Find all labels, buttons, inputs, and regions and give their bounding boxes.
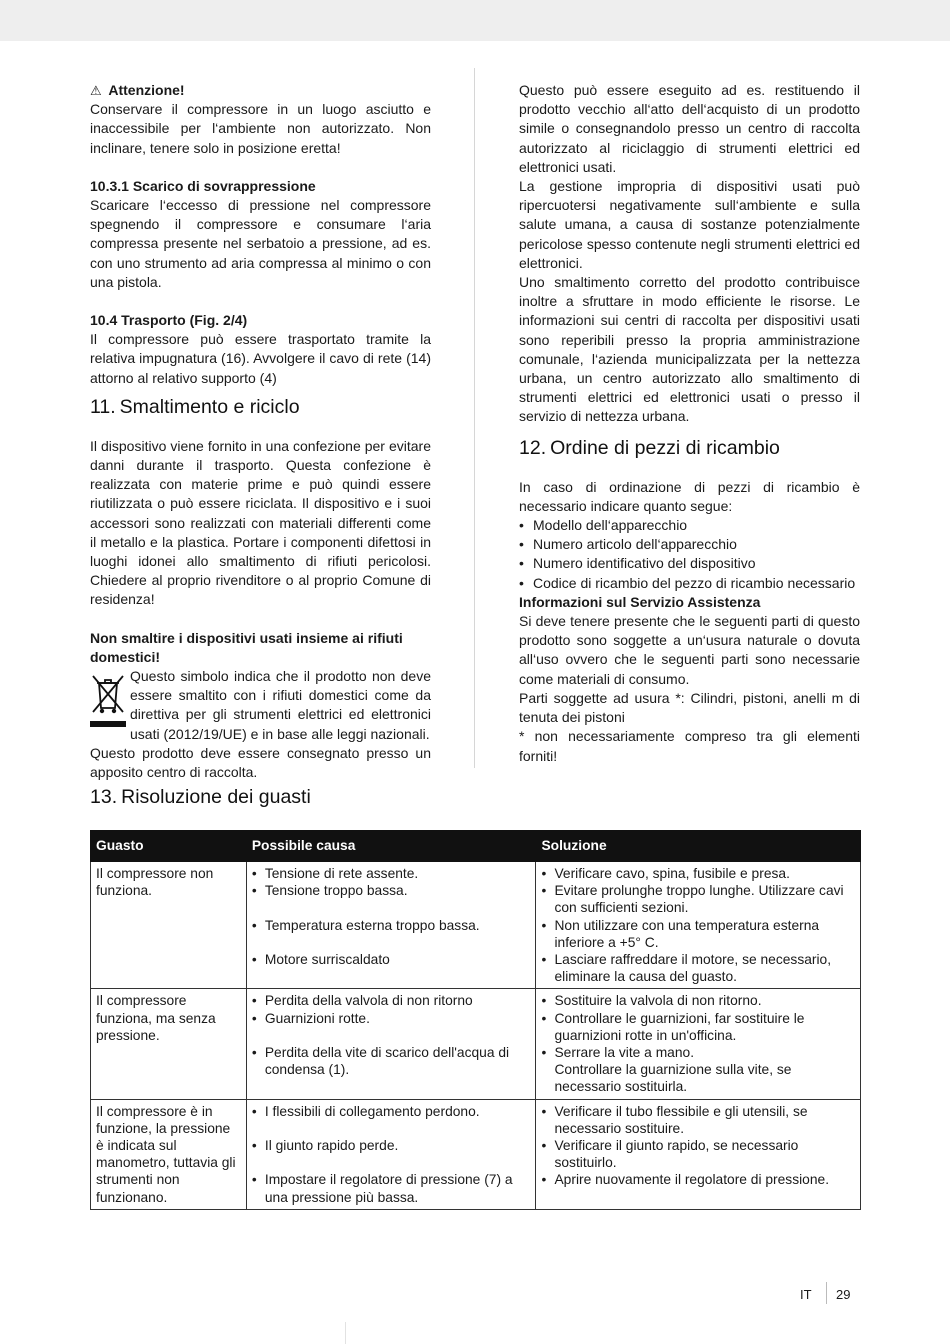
cause-cell [246,989,536,1099]
list-item: • Serrare la vite a mano. Controllare la guarnizione sulla vite, se necessario sostituirla. [541,1044,855,1096]
table-row [91,1099,861,1209]
section-12-heading [519,436,860,460]
list-item: • Guarnizioni rotte. [252,1010,531,1027]
section-10-4-title: 10.4 Trasporto (Fig. 2/4) [90,312,248,329]
fault-cell: Il compressore è in funzione, la pressione è indicata sul manometro, tuttavia gli strumenti non funzionano. [91,1099,247,1209]
list-item: • Impostare il regolatore di pressione (7) a una pressione più bassa. [252,1171,531,1205]
solution-cell [536,989,861,1099]
footer-separator [826,1282,827,1304]
service-text: Si deve tenere presente che le seguenti parti di questo prodotto sono soggette a un‘usura naturale o dovuta all‘uso ovvero che le seguenti parti sono necessarie come materiali di consumo. [519,613,860,687]
weee-text: Questo simbolo indica che il prodotto non deve essere smaltito con i rifiuti domestici come da direttiva per gli strumenti elettrici ed elettronici usati (2012/19/UE) e in base alle leggi nazionali. [130,668,431,742]
section-12-text: In caso di ordinazione di pezzi di ricambio è necessario indicare quanto segue: [519,478,860,514]
warning-heading [90,81,431,100]
list-item: • Aprire nuovamente il regolatore di pressione. [541,1171,855,1188]
fault-cell: Il compressore non funziona. [91,862,247,989]
list-item: • Verificare cavo, spina, fusibile e presa. [541,865,855,882]
warning-icon: ⚠ [90,83,102,98]
table-row [91,989,861,1099]
disposal-paragraph-3: Uno smaltimento corretto del prodotto contribuisce inoltre a sfruttare in modo efficiente le risorse. Le informazioni sui centri di raccolta per dispositivi usati sono reperibili presso la propria amministrazione comunale, l‘azienda municipalizzata per la nettezza urbana, un centro autorizzato allo smaltimento di strumenti elettrici ed elettronici usati o presso il servizio di nettezza urbana. [519,274,860,425]
column-header-cause: Possibile causa [246,831,536,862]
list-item: • Verificare il tubo flessibile e gli utensili, se necessario sostituire. [541,1103,855,1137]
solution-cell [536,1099,861,1209]
section-10-3-1-title: 10.3.1 Scarico di sovrappressione [90,177,316,194]
section-13-number: 13. [90,786,118,808]
warning-text: Conservare il compressore in un luogo asciutto e inaccessibile per l‘ambiente non autorizzato. Non inclinare, tenere solo in posizione eretta! [90,101,431,156]
list-item: • Il giunto rapido perde. [252,1137,531,1154]
page-footer [0,1282,950,1304]
list-item: • Numero articolo dell‘apparecchio [519,535,860,554]
section-11-number: 11. [90,395,116,418]
weee-block [90,667,431,744]
disposal-paragraph-1: Questo può essere eseguito ad es. restituendo il prodotto vecchio all‘atto dell‘acquisto di un prodotto simile o consegnandolo presso un centro di raccolta autorizzato al riciclaggio di strumenti elettrici ed elettronici usati. [519,82,860,175]
footnote-text: * non necessariamente compreso tra gli elementi forniti! [519,728,860,764]
list-item: • Sostituire la valvola di non ritorno. [541,992,855,1009]
section-12-title: Ordine di pezzi di ricambio [550,436,780,459]
list-item: • Perdita della valvola di non ritorno [252,992,531,1009]
table-row [91,862,861,989]
fault-cell: Il compressore funziona, ma senza pressione. [91,989,247,1099]
solution-cell [536,862,861,989]
list-item: • Numero identificativo del dispositivo [519,554,860,573]
right-column [519,81,860,766]
column-header-solution: Soluzione [536,831,861,862]
table-header-row [91,831,861,862]
section-13-title: Risoluzione dei guasti [121,786,311,808]
disposal-paragraph-2: La gestione impropria di dispositivi usati può ripercuotersi negativamente sull‘ambiente e sulla salute umana, a causa di sostanze potenzialmente pericolose spesso contenute negli strumenti elettrici ed elettronici. [519,178,860,271]
list-item: • Perdita della vite di scarico dell'acqua di condensa (1). [252,1044,531,1078]
list-item: • Tensione troppo bassa. [252,882,531,899]
wear-parts-text: Parti soggette ad usura *: Cilindri, pistoni, anelli m di tenuta dei pistoni [519,689,860,726]
list-item: • Tensione di rete assente. [252,865,531,882]
weee-text-2: Questo prodotto deve essere consegnato presso un apposito centro di raccolta. [90,744,431,781]
list-item: • Lasciare raffreddare il motore, se necessario, eliminare la causa del guasto. [541,951,855,985]
cause-cell [246,862,536,989]
section-13 [90,785,860,809]
list-item: • Controllare le guarnizioni, far sostituire le guarnizioni rotte in un'officina. [541,1010,855,1044]
troubleshooting-table [90,830,861,1210]
section-11-title: Smaltimento e riciclo [119,395,300,418]
list-item: • Codice di ricambio del pezzo di ricambio necessario [519,574,860,593]
section-11-heading [90,395,431,419]
list-item: • Verificare il giunto rapido, se necessario sostituirlo. [541,1137,855,1171]
top-bar [0,0,950,41]
list-item: • Non utilizzare con una temperatura esterna inferiore a +5° C. [541,917,855,951]
crossed-out-bin-icon [90,671,126,727]
list-item: • Modello dell‘apparecchio [519,516,860,535]
warning-title: Attenzione! [108,82,185,98]
list-item: • Temperatura esterna troppo bassa. [252,917,531,934]
section-10-3-1-text: Scaricare l‘eccesso di pressione nel compressore spegnendo il compressore e consumare l‘aria compressa presente nel serbatoio a pressione, ad es. con uno strumento ad aria compressa al minimo o con una pistola. [90,197,431,290]
weee-title: Non smaltire i dispositivi usati insieme ai rifiuti domestici! [90,629,403,665]
list-item: • Evitare prolunghe troppo lunghe. Utilizzare cavi con sufficienti sezioni. [541,882,855,916]
column-divider [474,68,475,768]
cause-cell [246,1099,536,1209]
section-13-heading [90,785,860,809]
service-title: Informazioni sul Servizio Assistenza [519,593,761,610]
column-header-fault: Guasto [91,831,247,862]
crop-mark [345,1322,346,1344]
language-code: IT [800,1287,812,1302]
spare-parts-list [519,516,860,593]
section-10-4-text: Il compressore può essere trasportato tramite la relativa impugnatura (16). Avvolgere il cavo di rete (14) attorno al relativo supporto (4) [90,331,431,386]
page-number: 29 [836,1287,851,1302]
section-11-text: Il dispositivo viene fornito in una confezione per evitare danni durante il trasporto. Questa confezione è realizzata con materie prime e può quindi essere riutilizzata o può essere riciclata. Il dispositivo e i suoi accessori sono realizzati con materiali differenti come il metallo e la plastica. Portare i componenti difettosi in luoghi idonei allo smaltimento di rifiuti pericolosi. Chiedere al proprio rivenditore o al proprio Comune di residenza! [90,437,431,608]
list-item: • Motore surriscaldato [252,951,531,968]
left-column [90,81,431,782]
section-12-number: 12. [519,436,547,459]
list-item: • I flessibili di collegamento perdono. [252,1103,531,1120]
